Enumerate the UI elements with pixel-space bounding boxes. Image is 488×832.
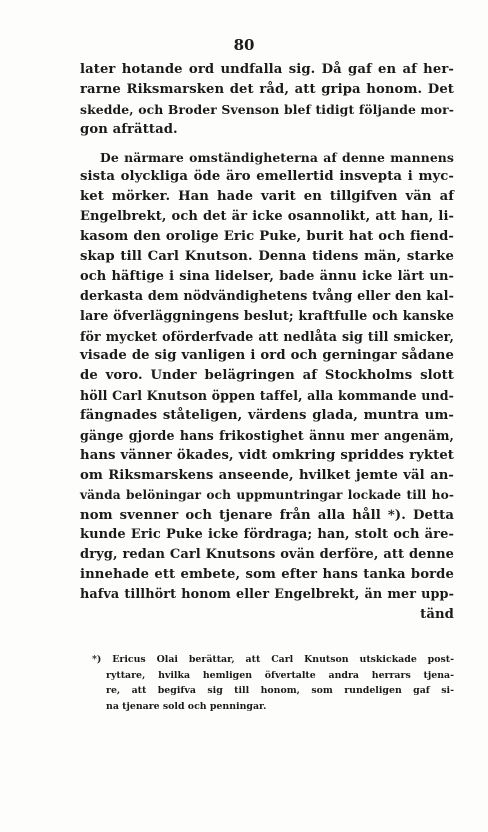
text-line: gänge gjorde hans frikostighet ännu mer angenäm, [80, 428, 454, 444]
text-line: sista olyckliga öde äro emellertid insvepta i myc- [80, 169, 454, 185]
text-line: skedde, och Broder Svenson blef tidigt följande mor- [80, 101, 454, 117]
text-line: höll Carl Knutson öppen taffel, alla kommande und- [80, 388, 454, 404]
text-line: later hotande ord undfalla sig. Då gaf en af her- [80, 62, 454, 77]
footnote [92, 652, 454, 714]
text-line: kasom den orolige Eric Puke, burit hat och fiend- [80, 229, 454, 245]
text-line: för mycket oförderfvade att nedlåta sig till smicker, [80, 328, 454, 344]
text-line: vända belöningar och uppmuntringar lockade till ho- [80, 487, 454, 502]
footnote-line: *) Ericus Olai berättar, att Carl Knutson utskickade post- [92, 654, 454, 665]
text-line: nom svenner och tjenare från alla håll *). Detta [80, 507, 454, 523]
text-line: innehade ett embete, som efter hans tanka borde [80, 567, 454, 583]
footnote-line: na tjenare sold och penningar. [106, 700, 267, 712]
text-line: gon afrättad. [80, 121, 178, 137]
text-line: skap till Carl Knutson. Denna tidens män, starke [80, 249, 454, 265]
body-text [80, 60, 454, 625]
text-line: lare öfverläggningens beslut; kraftfulle och kanske [80, 308, 454, 324]
text-line: dryg, redan Carl Knutsons ovän derföre, att denne [80, 547, 454, 563]
text-line: de voro. Under belägringen af Stockholms slott [80, 368, 454, 384]
text-line: hafva tillhört honom eller Engelbrekt, än mer upp- [80, 587, 454, 603]
text-line: De närmare omständigheterna af denne mannens [100, 149, 454, 165]
page-number: 80 [233, 36, 255, 54]
text-line: om Riksmarskens anseende, hvilket jemte väl an- [80, 467, 454, 483]
text-line: rarne Riksmarsken det råd, att gripa honom. Det [80, 81, 454, 97]
footnote-line: ryttare, hvilka hemligen öfvertalte andra herrars tjena- [106, 669, 454, 681]
footnote-line: re, att begifva sig till honom, som rundeligen gaf si- [106, 685, 454, 696]
text-line: kunde Eric Puke icke fördraga; han, stolt och äre- [80, 527, 454, 543]
text-line: ket mörker. Han hade varit en tillgifven vän af [80, 189, 454, 205]
text-line: fängnades ståteligen, värdens glada, muntra um- [80, 408, 454, 424]
text-line: visade de sig vanligen i ord och gerningar sådane [80, 348, 454, 364]
text-line: hans vänner ökades, vidt omkring spriddes ryktet [80, 447, 454, 463]
text-line: derkasta dem nödvändighetens tvång eller den kal- [80, 288, 454, 304]
text-line: och häftige i sina lidelser, bade ännu icke lärt un- [80, 268, 454, 284]
text-line: tänd [420, 607, 454, 623]
text-line: Engelbrekt, och det är icke osannolikt, att han, li- [80, 209, 454, 225]
